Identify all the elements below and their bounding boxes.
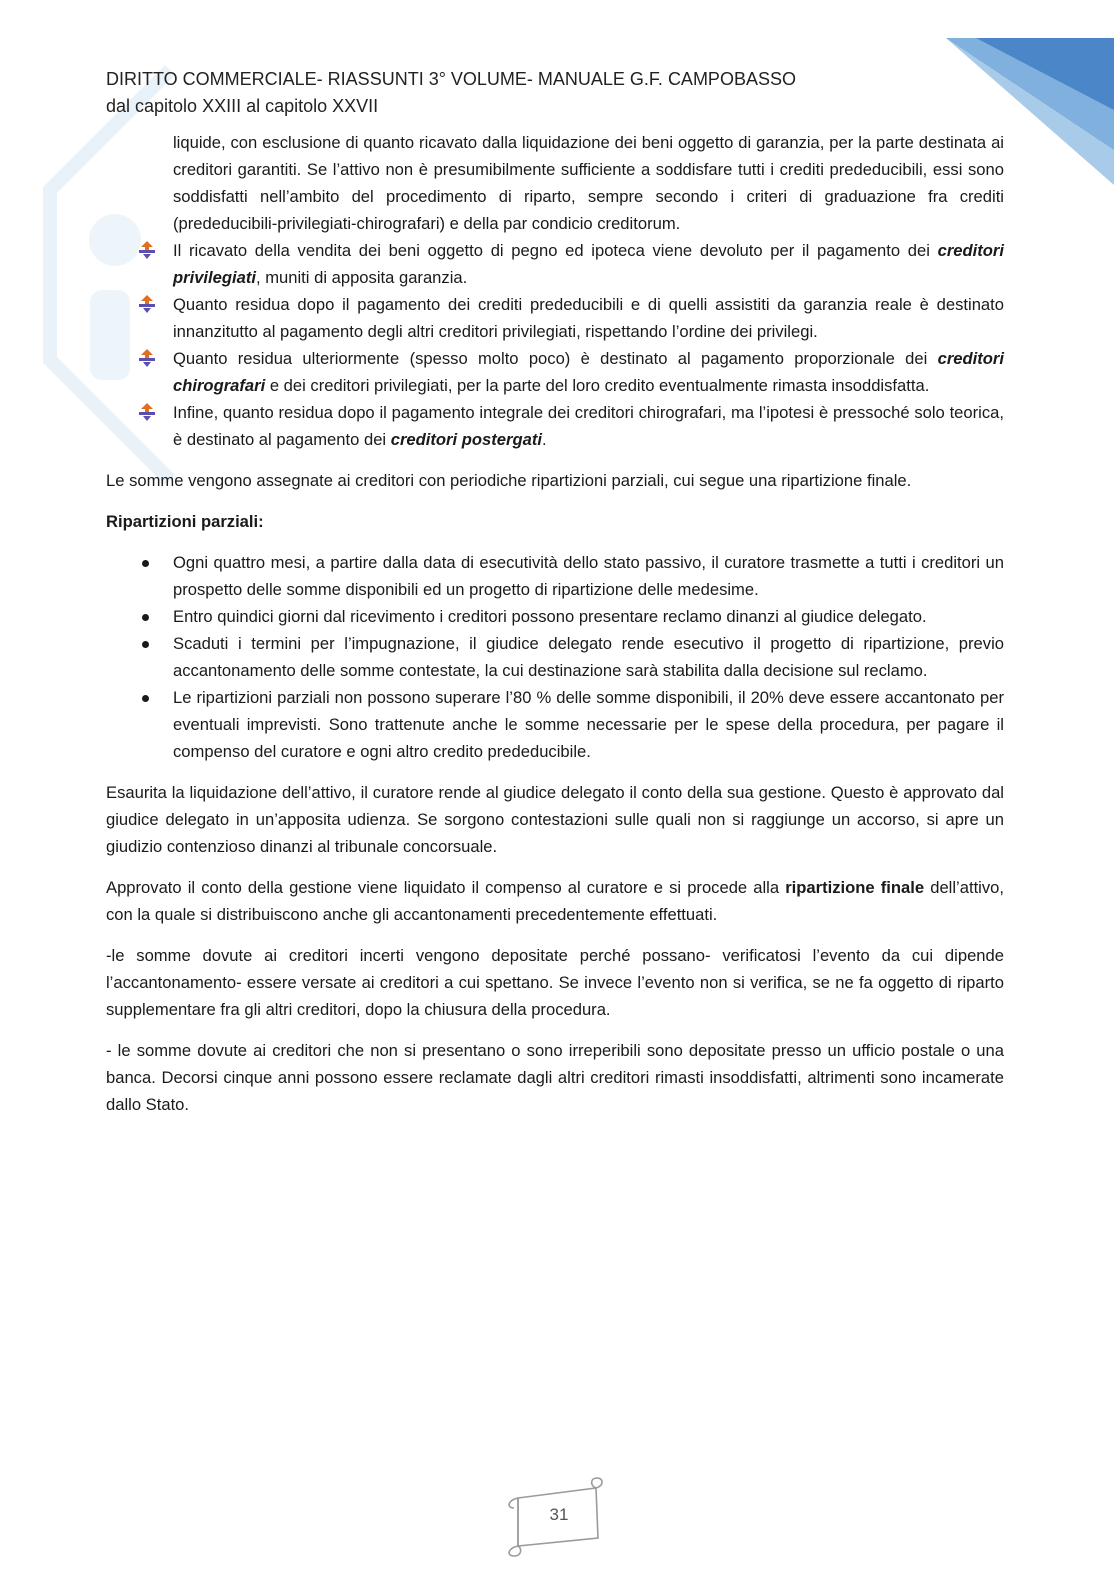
list-item bbox=[106, 237, 1004, 291]
list-item-text: Scaduti i termini per l’impugnazione, il giudice delegato rende esecutivo il progetto di ripartizione, previo accantonamento delle somme contestate, la cui destinazione sarà stabilita dalla decisione sul reclamo. bbox=[173, 634, 1004, 680]
emphasis-text: creditori chirografari bbox=[173, 349, 1004, 395]
list-item-text: Entro quindici giorni dal ricevimento i creditori possono presentare reclamo dinanzi al giudice delegato. bbox=[173, 607, 927, 626]
emphasis-text: creditori privilegiati bbox=[173, 241, 1004, 287]
arrow-bullet-icon bbox=[139, 241, 155, 259]
arrow-bullet-icon bbox=[139, 295, 155, 313]
bullet-dot-icon bbox=[142, 560, 149, 567]
arrow-bullet-icon bbox=[139, 403, 155, 421]
emphasis-text: creditori postergati bbox=[390, 430, 542, 449]
bold-text: ripartizione finale bbox=[785, 878, 925, 897]
paragraph-approvato bbox=[106, 874, 1004, 928]
list-item-text: . bbox=[541, 430, 547, 449]
list-item-text: Infine, quanto residua dopo il pagamento integrale dei creditori chirografari, ma l’ipotesi è pressoché solo teorica, è destinato al pagamento dei bbox=[173, 403, 1004, 449]
header-title: DIRITTO COMMERCIALE- RIASSUNTI 3° VOLUME- MANUALE G.F. CAMPOBASSO bbox=[106, 69, 796, 89]
list-item bbox=[106, 684, 1004, 765]
bullet-dot-icon bbox=[142, 641, 149, 648]
paragraph-irreperibili: - le somme dovute ai creditori che non si presentano o sono irreperibili sono depositate presso un ufficio postale o una banca. Decorsi cinque anni possono essere reclamate dagli altri creditori rimasti insoddisfatti, altrimenti sono incamerate dallo Stato. bbox=[106, 1041, 1004, 1114]
list-item-text: Ogni quattro mesi, a partire dalla data di esecutività dello stato passivo, il curatore trasmette a tutti i creditori un prospetto delle somme disponibili ed un progetto di ripartizione delle medesime. bbox=[173, 553, 1004, 599]
list-item-text: Le ripartizioni parziali non possono superare l’80 % delle somme disponibili, il 20% deve essere accantonato per eventuali imprevisti. Sono trattenute anche le somme necessarie per le spese della procedura, per pagare il compenso del curatore e ogni altro credito prededucibile. bbox=[173, 688, 1004, 761]
list-item bbox=[106, 603, 1004, 630]
list-item bbox=[106, 399, 1004, 453]
list-item bbox=[106, 129, 1004, 237]
list-item-text: Quanto residua ulteriormente (spesso molto poco) è destinato al pagamento proporzionale dei bbox=[173, 349, 938, 368]
list-item-text: Il ricavato della vendita dei beni oggetto di pegno ed ipoteca viene devoluto per il pagamento dei bbox=[173, 241, 938, 260]
list-item-text: liquide, con esclusione di quanto ricavato dalla liquidazione dei beni oggetto di garanzia, per la parte destinata ai creditori garantiti. Se l’attivo non è presumibilmente sufficiente a soddisfare tutti i crediti prededucibili, essi sono soddisfatti nell’ambito del procedimento di riparto, sempre secondo i criteri di graduazione fra crediti (prededucibili-privilegiati-chirografari) e della par condicio creditorum. bbox=[173, 133, 1004, 233]
bullet-list bbox=[106, 549, 1004, 765]
paragraph-intro: Le somme vengono assegnate ai creditori con periodiche ripartizioni parziali, cui segue una ripartizione finale. bbox=[106, 471, 912, 490]
bullet-dot-icon bbox=[142, 695, 149, 702]
list-item-text: , muniti di apposita garanzia. bbox=[256, 268, 468, 287]
bullet-dot-icon bbox=[142, 614, 149, 621]
paragraph-esaurita: Esaurita la liquidazione dell’attivo, il curatore rende al giudice delegato il conto della sua gestione. Questo è approvato dal giudice delegato in un’apposita udienza. Se sorgono contestazioni sulle quali non si raggiunge un accorso, si apre un giudizio contenzioso dinanzi al tribunale concorsuale. bbox=[106, 783, 1004, 856]
list-item bbox=[106, 291, 1004, 345]
list-item-text: Quanto residua dopo il pagamento dei crediti prededucibili e di quelli assistiti da garanzia reale è destinato innanzitutto al pagamento degli altri creditori privilegiati, rispettando l’ordine dei privilegi. bbox=[173, 295, 1004, 341]
section-heading: Ripartizioni parziali: bbox=[106, 512, 264, 531]
document-header bbox=[106, 66, 796, 120]
arrow-list bbox=[106, 129, 1004, 453]
paragraph-text: dell’attivo, con la quale si distribuiscono anche gli accantonamenti precedentemente effettuati. bbox=[106, 878, 1005, 924]
paragraph-incerti: -le somme dovute ai creditori incerti vengono depositate perché possano- verificatosi l’evento da cui dipende l’accantonamento- essere versate ai creditori a cui spettano. Se invece l’evento non si verifica, se ne fa oggetto di riparto supplementare fra gli altri creditori, dopo la chiusura della procedura. bbox=[106, 946, 1004, 1019]
paragraph-text: Approvato il conto della gestione viene liquidato il compenso al curatore e si procede alla bbox=[106, 878, 786, 897]
header-subtitle: dal capitolo XXIII al capitolo XXVII bbox=[106, 96, 379, 116]
page-number: 31 bbox=[549, 1505, 569, 1524]
arrow-bullet-icon bbox=[139, 349, 155, 367]
list-item-text: e dei creditori privilegiati, per la parte del loro credito eventualmente rimasta insoddisfatta. bbox=[265, 376, 930, 395]
list-item bbox=[106, 345, 1004, 399]
page-body bbox=[106, 129, 1004, 1132]
list-item bbox=[106, 549, 1004, 603]
list-item bbox=[106, 630, 1004, 684]
